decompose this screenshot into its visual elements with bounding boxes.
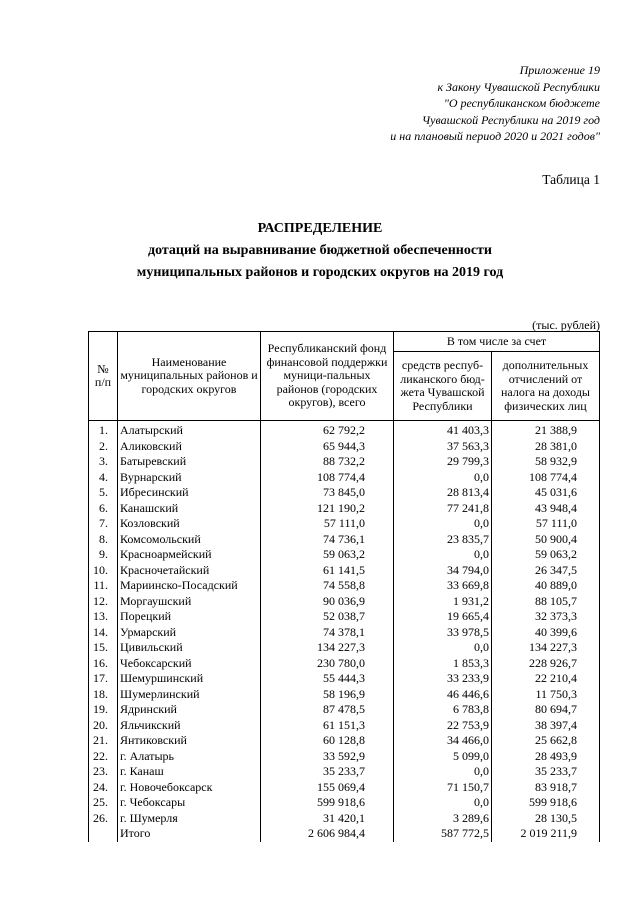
- table-cell: 17.: [89, 671, 118, 687]
- table-cell: 55 444,3: [261, 671, 394, 687]
- units-note: (тыс. рублей): [532, 318, 600, 332]
- table-cell: 8.: [89, 532, 118, 548]
- table-cell: Цивильский: [118, 640, 261, 656]
- table-cell: 134 227,3: [492, 640, 600, 656]
- table-cell: 24.: [89, 780, 118, 796]
- table-cell: 29 799,3: [394, 454, 492, 470]
- appendix-line: и на плановый период 2020 и 2021 годов": [390, 129, 600, 144]
- table-cell: 52 038,7: [261, 609, 394, 625]
- table-cell: 33 592,9: [261, 749, 394, 765]
- table-cell: 1 853,3: [394, 656, 492, 672]
- table-cell: Шемуршинский: [118, 671, 261, 687]
- document-title: [0, 218, 640, 284]
- table-row: [89, 640, 600, 656]
- table-label: Таблица 1: [542, 172, 600, 187]
- table-row: [89, 485, 600, 501]
- table-cell: 33 978,5: [394, 625, 492, 641]
- table-cell: Порецкий: [118, 609, 261, 625]
- header-income-tax: дополнительных отчислений от налога на доходы физических лиц: [492, 352, 600, 421]
- table-row: [89, 718, 600, 734]
- table-cell: 2 019 211,9: [492, 826, 600, 842]
- header-total: Республиканский фонд финансовой поддержки муници-пальных районов (городских округов), всего: [261, 332, 394, 421]
- table-row: [89, 421, 600, 439]
- table-cell: 74 736,1: [261, 532, 394, 548]
- table-cell: 6 783,8: [394, 702, 492, 718]
- table-cell: Козловский: [118, 516, 261, 532]
- table-cell: г. Новочебоксарск: [118, 780, 261, 796]
- table-cell: Мариинско-Посадский: [118, 578, 261, 594]
- table-cell: 15.: [89, 640, 118, 656]
- table-cell: Моргаушский: [118, 594, 261, 610]
- table-cell: 41 403,3: [394, 421, 492, 439]
- table-cell: 40 399,6: [492, 625, 600, 641]
- header-republic-budget: средств респуб-ликанского бюд-жета Чувашской Республики: [394, 352, 492, 421]
- table-row: [89, 516, 600, 532]
- table-cell: 31 420,1: [261, 811, 394, 827]
- table-cell: 57 111,0: [261, 516, 394, 532]
- table-row: [89, 656, 600, 672]
- table-cell: 1 931,2: [394, 594, 492, 610]
- table-cell: 26 347,5: [492, 563, 600, 579]
- table-row: [89, 547, 600, 563]
- table-cell: 20.: [89, 718, 118, 734]
- table-cell: 34 794,0: [394, 563, 492, 579]
- title-line: муниципальных районов и городских округов на 2019 год: [136, 265, 504, 280]
- table-cell: 23 835,7: [394, 532, 492, 548]
- table-cell: Алатырский: [118, 421, 261, 439]
- table-cell: 2.: [89, 439, 118, 455]
- table-cell: Красноармейский: [118, 547, 261, 563]
- appendix-heading: [280, 62, 600, 145]
- table-cell: 83 918,7: [492, 780, 600, 796]
- table-cell: 46 446,6: [394, 687, 492, 703]
- table-cell: 121 190,2: [261, 501, 394, 517]
- table-cell: 26.: [89, 811, 118, 827]
- table-cell: 19 665,4: [394, 609, 492, 625]
- table-cell: 13.: [89, 609, 118, 625]
- table-cell: 5 099,0: [394, 749, 492, 765]
- table-cell: 35 233,7: [492, 764, 600, 780]
- table-cell: 59 063,2: [261, 547, 394, 563]
- appendix-line: Чувашской Республики на 2019 год: [421, 112, 600, 127]
- table-cell: Яльчикский: [118, 718, 261, 734]
- table-cell: 87 478,5: [261, 702, 394, 718]
- table-cell: 10.: [89, 563, 118, 579]
- table-cell: г. Алатырь: [118, 749, 261, 765]
- table-cell: Батыревский: [118, 454, 261, 470]
- table-cell: 21.: [89, 733, 118, 749]
- table-cell: 0,0: [394, 470, 492, 486]
- table-cell: 0,0: [394, 547, 492, 563]
- table-row: [89, 470, 600, 486]
- table-cell: 2 606 984,4: [261, 826, 394, 842]
- table-cell: 37 563,3: [394, 439, 492, 455]
- table-cell: 11 750,3: [492, 687, 600, 703]
- table-cell: 74 558,8: [261, 578, 394, 594]
- table-row: [89, 764, 600, 780]
- table-row: [89, 439, 600, 455]
- table-row: [89, 811, 600, 827]
- table-row: [89, 687, 600, 703]
- distribution-table: [88, 331, 600, 842]
- title-line: дотаций на выравнивание бюджетной обеспеченности: [147, 243, 492, 258]
- table-cell: 58 196,9: [261, 687, 394, 703]
- table-row: [89, 454, 600, 470]
- table-cell: 88 105,7: [492, 594, 600, 610]
- table-cell: 28 381,0: [492, 439, 600, 455]
- table-cell: Шумерлинский: [118, 687, 261, 703]
- table-cell: Канашский: [118, 501, 261, 517]
- table-cell: Вурнарский: [118, 470, 261, 486]
- table-row: [89, 578, 600, 594]
- table-cell: 90 036,9: [261, 594, 394, 610]
- table-cell: 57 111,0: [492, 516, 600, 532]
- table-cell: 33 233,9: [394, 671, 492, 687]
- table-cell: 5.: [89, 485, 118, 501]
- table-cell: 14.: [89, 625, 118, 641]
- table-cell: 61 151,3: [261, 718, 394, 734]
- table-cell: 59 063,2: [492, 547, 600, 563]
- header-num: № п/п: [89, 332, 118, 421]
- appendix-line: "О республиканском бюджете: [443, 96, 600, 111]
- table-cell: 23.: [89, 764, 118, 780]
- table-row: [89, 702, 600, 718]
- table-cell: 25.: [89, 795, 118, 811]
- table-cell: 62 792,2: [261, 421, 394, 439]
- table-cell: 45 031,6: [492, 485, 600, 501]
- table-cell: Аликовский: [118, 439, 261, 455]
- table-cell: 22 753,9: [394, 718, 492, 734]
- header-name: Наименование муниципальных районов и городских округов: [118, 332, 261, 421]
- table-body: [89, 421, 600, 842]
- title-line: РАСПРЕДЕЛЕНИЕ: [257, 221, 383, 236]
- table-cell: 108 774,4: [261, 470, 394, 486]
- table-row: [89, 594, 600, 610]
- table-cell: 32 373,3: [492, 609, 600, 625]
- table-cell: 88 732,2: [261, 454, 394, 470]
- table-cell: 21 388,9: [492, 421, 600, 439]
- table-row: [89, 609, 600, 625]
- header-including: В том числе за счет: [394, 332, 600, 352]
- table-cell: 3.: [89, 454, 118, 470]
- table-row: [89, 532, 600, 548]
- appendix-line: к Закону Чувашской Республики: [437, 79, 600, 94]
- table-cell: г. Шумерля: [118, 811, 261, 827]
- table-cell: 3 289,6: [394, 811, 492, 827]
- table-cell: 77 241,8: [394, 501, 492, 517]
- table-cell: 28 493,9: [492, 749, 600, 765]
- table-cell: 16.: [89, 656, 118, 672]
- table-cell: 25 662,8: [492, 733, 600, 749]
- table-cell: 33 669,8: [394, 578, 492, 594]
- table-cell: 65 944,3: [261, 439, 394, 455]
- table-cell: 0,0: [394, 640, 492, 656]
- table-cell: 7.: [89, 516, 118, 532]
- table-cell: 28 130,5: [492, 811, 600, 827]
- table-cell: 18.: [89, 687, 118, 703]
- table-row: [89, 625, 600, 641]
- table-cell: 28 813,4: [394, 485, 492, 501]
- table-row: [89, 501, 600, 517]
- table-cell: 599 918,6: [261, 795, 394, 811]
- table-row: [89, 780, 600, 796]
- table-row: [89, 795, 600, 811]
- table-cell: 6.: [89, 501, 118, 517]
- table-cell: 587 772,5: [394, 826, 492, 842]
- table-row: [89, 749, 600, 765]
- table-cell: 73 845,0: [261, 485, 394, 501]
- table-cell: Урмарский: [118, 625, 261, 641]
- table-cell: Янтиковский: [118, 733, 261, 749]
- table-cell: 50 900,4: [492, 532, 600, 548]
- table-cell: 9.: [89, 547, 118, 563]
- table-cell: 19.: [89, 702, 118, 718]
- table-cell: Ядринский: [118, 702, 261, 718]
- table-cell: 12.: [89, 594, 118, 610]
- appendix-line: Приложение 19: [519, 63, 600, 77]
- table-cell: 108 774,4: [492, 470, 600, 486]
- table-cell: 1.: [89, 421, 118, 439]
- table-cell: 40 889,0: [492, 578, 600, 594]
- table-cell: 230 780,0: [261, 656, 394, 672]
- table-cell: г. Канаш: [118, 764, 261, 780]
- table-cell: 0,0: [394, 764, 492, 780]
- table-cell: 22 210,4: [492, 671, 600, 687]
- table-cell: 58 932,9: [492, 454, 600, 470]
- table-cell: 60 128,8: [261, 733, 394, 749]
- table-cell: 38 397,4: [492, 718, 600, 734]
- table-cell: 11.: [89, 578, 118, 594]
- table-cell: 4.: [89, 470, 118, 486]
- table-cell: 71 150,7: [394, 780, 492, 796]
- table-cell: 43 948,4: [492, 501, 600, 517]
- table-cell: 74 378,1: [261, 625, 394, 641]
- table-cell: 34 466,0: [394, 733, 492, 749]
- table-cell: Комсомольский: [118, 532, 261, 548]
- table-cell: г. Чебоксары: [118, 795, 261, 811]
- table-cell: 22.: [89, 749, 118, 765]
- table-cell: 35 233,7: [261, 764, 394, 780]
- table-cell: 599 918,6: [492, 795, 600, 811]
- table-cell: 0,0: [394, 795, 492, 811]
- table-cell: 155 069,4: [261, 780, 394, 796]
- table-row: [89, 563, 600, 579]
- table-cell: 0,0: [394, 516, 492, 532]
- table-cell: Итого: [118, 826, 261, 842]
- table-cell: Чебоксарский: [118, 656, 261, 672]
- table-row: [89, 733, 600, 749]
- table-cell: 80 694,7: [492, 702, 600, 718]
- total-row: [89, 826, 600, 842]
- table-cell: 228 926,7: [492, 656, 600, 672]
- table-row: [89, 671, 600, 687]
- table-cell: 61 141,5: [261, 563, 394, 579]
- table-cell: [89, 826, 118, 842]
- table-cell: Ибресинский: [118, 485, 261, 501]
- table-cell: 134 227,3: [261, 640, 394, 656]
- table-cell: Красночетайский: [118, 563, 261, 579]
